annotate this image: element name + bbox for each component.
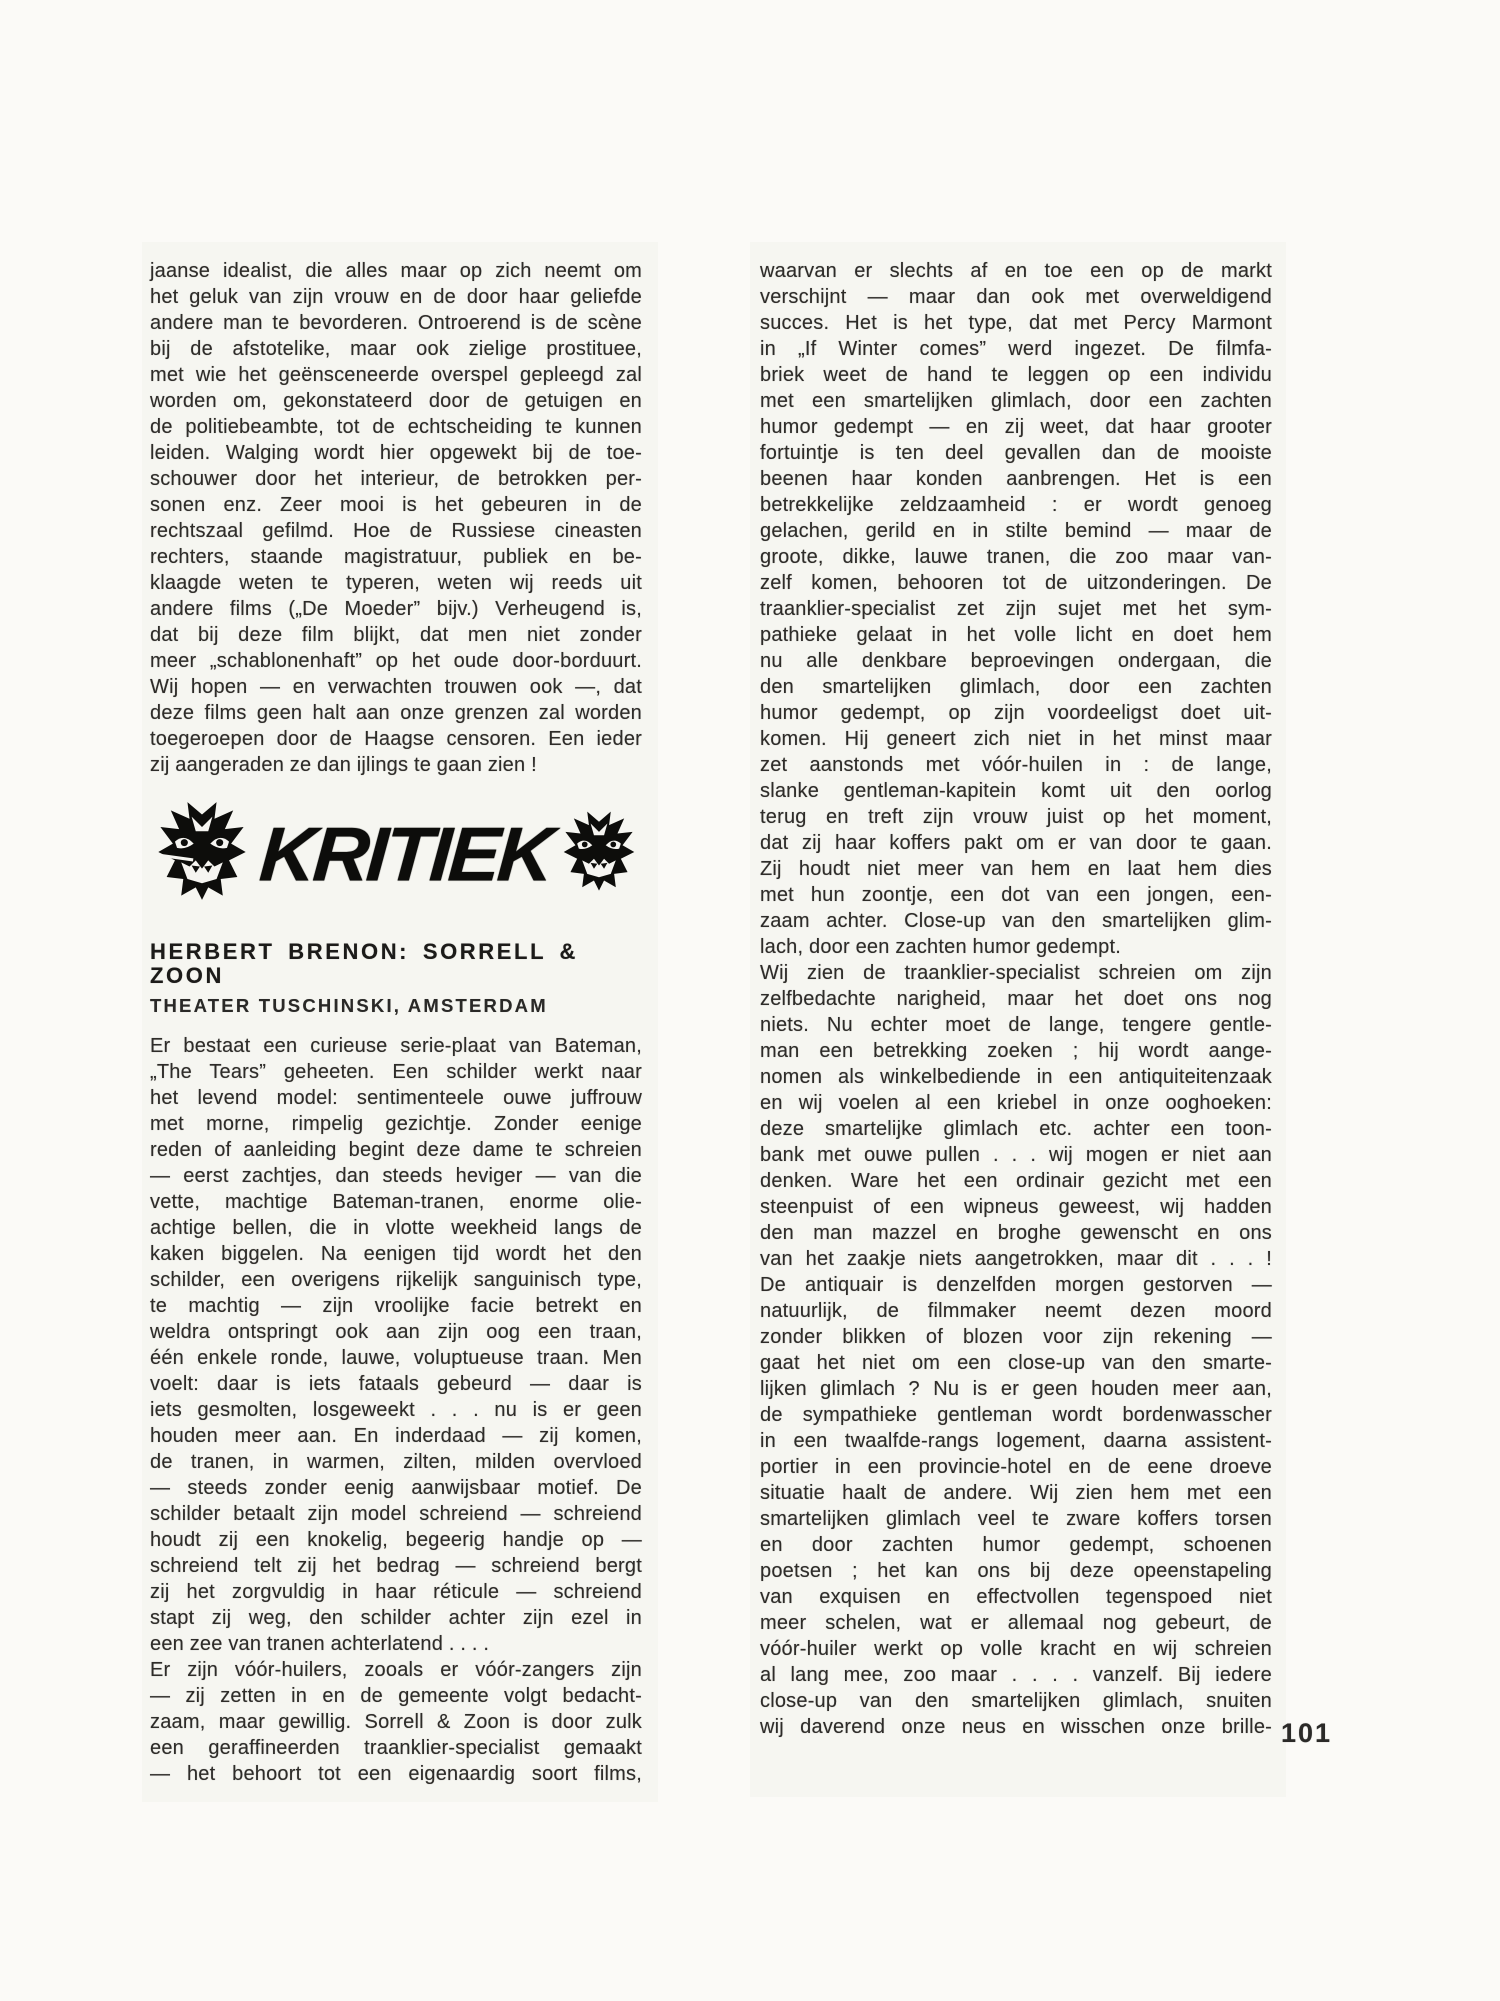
text-line: denken. Ware het een ordinair gezicht met een (760, 1170, 1272, 1192)
text-line: worden om, gekonstateerd door de getuigen en (150, 390, 642, 412)
text-line: lijken glimlach ? Nu is er geen houden meer aan, (760, 1378, 1272, 1400)
text-line: zaam, maar gewillig. Sorrell & Zoon is door zulk (150, 1711, 642, 1733)
text-line: zaam achter. Close-up van den smartelijken glim- (760, 910, 1272, 932)
text-line: — eerst zachtjes, dan steeds heviger — van die (150, 1165, 642, 1187)
text-line: briek weet de hand te leggen op een individu (760, 364, 1272, 386)
article-subtitle: THEATER TUSCHINSKI, AMSTERDAM (150, 995, 548, 1016)
text-line: dat zij haar koffers pakt om er van door te gaan. (760, 832, 1272, 854)
text-line: al lang mee, zoo maar . . . . vanzelf. Bij iedere (760, 1664, 1272, 1686)
text-line: groote, dikke, lauwe tranen, die zoo maar van- (760, 546, 1272, 568)
text-line: man een betrekking zoeken ; hij wordt aange- (760, 1040, 1272, 1062)
text-line: met een smartelijken glimlach, door een zachten (760, 390, 1272, 412)
kritiek-logo (150, 800, 642, 904)
text-line: waarvan er slechts af en toe een op de markt (760, 260, 1272, 282)
text-line: achtige bellen, die in vlotte weekheid langs de (150, 1217, 642, 1239)
demon-mask-right-icon (557, 806, 641, 898)
text-line: de tranen, in warmen, zilten, milden overvloed (150, 1451, 642, 1473)
text-line: humor gedempt — en zij weet, dat haar grooter (760, 416, 1272, 438)
text-line: het levend model: sentimenteele ouwe juffrouw (150, 1087, 642, 1109)
text-line: van het zaakje niets aangetrokken, maar dit . . . ! (760, 1248, 1272, 1270)
text-line: nu alle denkbare beproevingen ondergaan, die (760, 650, 1272, 672)
text-line: Zij houdt niet meer van hem en laat hem dies (760, 858, 1272, 880)
text-line: rechtszaal gefilmd. Hoe de Russiese cineasten (150, 520, 642, 542)
text-line: slanke gentleman-kapitein komt uit den oorlog (760, 780, 1272, 802)
text-line: beenen haar konden aanbrengen. Het is een (760, 468, 1272, 490)
text-line: bij de afstotelike, maar ook zielige prostituee, (150, 338, 642, 360)
text-line: zet aanstonds met vóór-huilen in : de lange, (760, 754, 1272, 776)
text-line: nomen als winkelbediende in een antiquiteitenzaak (760, 1066, 1272, 1088)
text-line: bank met ouwe pullen . . . wij mogen er niet aan (760, 1144, 1272, 1166)
text-line: Wij zien de traanklier-specialist schreien om zijn (760, 962, 1272, 984)
text-line: klaagde weten te typeren, weten wij reeds uit (150, 572, 642, 594)
text-line: deze films geen halt aan onze grenzen zal worden (150, 702, 642, 724)
text-line: Wij hopen — en verwachten trouwen ook —, dat (150, 676, 642, 698)
page-number: 101 (1281, 1718, 1333, 1748)
text-line: stapt zij weg, den schilder achter zijn ezel in (150, 1607, 642, 1629)
text-line: zelfbedachte narigheid, maar het doet ons nog (760, 988, 1272, 1010)
text-line: jaanse idealist, die alles maar op zich neemt om (150, 260, 642, 282)
text-line: en wij voelen al een kriebel in onze ooghoeken: (760, 1092, 1272, 1114)
text-line: in een twaalfde-rangs logement, daarna assistent- (760, 1430, 1272, 1452)
text-line: — steeds zonder eenig aanwijsbaar motief. De (150, 1477, 642, 1499)
text-line: een geraffineerden traanklier-specialist gemaakt (150, 1737, 642, 1759)
text-line: sonen enz. Zeer mooi is het gebeuren in de (150, 494, 642, 516)
text-line: andere films („De Moeder” bijv.) Verheugend is, (150, 598, 642, 620)
text-line: traanklier-specialist zet zijn sujet met het sym- (760, 598, 1272, 620)
demon-mask-left-icon (150, 800, 254, 904)
text-line: den man mazzel en broghe gewenscht en ons (760, 1222, 1272, 1244)
text-line: het geluk van zijn vrouw en de door haar geliefde (150, 286, 642, 308)
text-line: den smartelijken glimlach, door een zachten (760, 676, 1272, 698)
text-line: rechters, staande magistratuur, publiek en be- (150, 546, 642, 568)
left-paragraph-2 (150, 1033, 642, 1787)
text-line: succes. Het is het type, dat met Percy Marmont (760, 312, 1272, 334)
right-column (760, 258, 1272, 1740)
text-line: zij het zorgvuldig in haar réticule — schreiend (150, 1581, 642, 1603)
text-line: Er bestaat een curieuse serie-plaat van Bateman, (150, 1035, 642, 1057)
text-line: houden meer aan. En inderdaad — zij komen, (150, 1425, 642, 1447)
logo-wordmark: KRITIEK (256, 810, 555, 898)
text-line: andere man te bevorderen. Ontroerend is de scène (150, 312, 642, 334)
text-line: komen. Hij geneert zich niet in het minst maar (760, 728, 1272, 750)
text-line: zij aangeraden ze dan ijlings te gaan zien ! (150, 754, 537, 776)
text-line: met morne, rimpelig gezichtje. Zonder eenige (150, 1113, 642, 1135)
text-line: toegeroepen door de Haagse censoren. Een ieder (150, 728, 642, 750)
text-line: verschijnt — maar dan ook met overweldigend (760, 286, 1272, 308)
text-line: leiden. Walging wordt hier opgewekt bij de toe- (150, 442, 642, 464)
text-line: gaat het niet om een close-up van den smarte- (760, 1352, 1272, 1374)
text-line: en door zachten humor gedempt, schoenen (760, 1534, 1272, 1556)
text-line: natuurlijk, de filmmaker neemt dezen moord (760, 1300, 1272, 1322)
text-line: meer schelen, wat er allemaal nog gebeurt, de (760, 1612, 1272, 1634)
text-line: De antiquair is denzelfden morgen gestorven — (760, 1274, 1272, 1296)
text-line: „The Tears” geheeten. Een schilder werkt naar (150, 1061, 642, 1083)
text-line: weldra ontspringt ook aan zijn oog een traan, (150, 1321, 642, 1343)
text-line: lach, door een zachten humor gedempt. (760, 936, 1121, 958)
text-line: te machtig — zijn vroolijke facie betrekt en (150, 1295, 642, 1317)
text-line: wij daverend onze neus en wisschen onze brille- (760, 1716, 1272, 1738)
text-line: zelf komen, behooren tot de uitzonderingen. De (760, 572, 1272, 594)
text-line: deze smartelijke glimlach etc. achter een toon- (760, 1118, 1272, 1140)
text-line: vette, machtige Bateman-tranen, enorme olie- (150, 1191, 642, 1213)
text-line: poetsen ; het kan ons bij deze opeenstapeling (760, 1560, 1272, 1582)
text-line: — zij zetten in en de gemeente volgt bedacht- (150, 1685, 642, 1707)
text-line: gelachen, gerild en in stilte bemind — maar de (760, 520, 1272, 542)
text-line: smartelijken glimlach veel te zware koffers torsen (760, 1508, 1272, 1530)
text-line: de sympathieke gentleman wordt bordenwasscher (760, 1404, 1272, 1426)
text-line: niets. Nu echter moet de lange, tengere gentle- (760, 1014, 1272, 1036)
text-line: fortuintje is ten deel gevallen dan de mooiste (760, 442, 1272, 464)
text-line: humor gedempt, op zijn voordeeligst doet uit- (760, 702, 1272, 724)
text-line: de politiebeambte, tot de echtscheiding te kunnen (150, 416, 642, 438)
text-line: — het behoort tot een eigenaardig soort films, (150, 1763, 642, 1785)
text-line: van exquisen en effectvollen tegenspoed niet (760, 1586, 1272, 1608)
text-line: schilder betaalt zijn model schreiend — schreiend (150, 1503, 642, 1525)
text-line: betrekkelijke zeldzaamheid : er wordt genoeg (760, 494, 1272, 516)
text-line: in „If Winter comes” werd ingezet. De filmfa- (760, 338, 1272, 360)
left-column (150, 258, 642, 1787)
text-line: dat bij deze film blijkt, dat men niet zonder (150, 624, 642, 646)
text-line: met hun zoontje, een dot van een jongen, een- (760, 884, 1272, 906)
text-line: pathieke gelaat in het volle licht en doet hem (760, 624, 1272, 646)
text-line: vóór-huiler werkt op volle kracht en wij schreien (760, 1638, 1272, 1660)
text-line: één enkele ronde, lauwe, voluptueuse traan. Men (150, 1347, 642, 1369)
text-line: voelt: daar is iets fataals gebeurd — daar is (150, 1373, 642, 1395)
right-paragraph (760, 258, 1272, 1740)
text-line: zonder blikken of blozen voor zijn rekening — (760, 1326, 1272, 1348)
text-line: steenpuist of een wipneus geweest, wij hadden (760, 1196, 1272, 1218)
text-line: situatie haalt de andere. Wij zien hem met een (760, 1482, 1272, 1504)
left-paragraph-1 (150, 258, 642, 778)
text-line: kaken biggelen. Na eenigen tijd wordt het den (150, 1243, 642, 1265)
text-line: schouwer door het interieur, de betrokken per- (150, 468, 642, 490)
text-line: iets gesmolten, losgeweekt . . . nu is er geen (150, 1399, 642, 1421)
text-line: schilder, een overigens rijkelijk sanguinisch type, (150, 1269, 642, 1291)
text-line: Er zijn vóór-huilers, zooals er vóór-zangers zijn (150, 1659, 642, 1681)
text-line: schreiend telt zij het bedrag — schreiend bergt (150, 1555, 642, 1577)
text-line: meer „schablonenhaft” op het oude door-borduurt. (150, 650, 642, 672)
article-title: HERBERT BRENON: SORRELL & ZOON (150, 939, 578, 988)
text-line: reden of aanleiding begint deze dame te schreien (150, 1139, 642, 1161)
text-line: close-up van den smartelijken glimlach, snuiten (760, 1690, 1272, 1712)
text-line: houdt zij een knokelig, begeerig handje op — (150, 1529, 642, 1551)
text-line: met wie het geënsceneerde overspel gepleegd zal (150, 364, 642, 386)
text-line: een zee van tranen achterlatend . . . . (150, 1633, 490, 1655)
text-line: terug en treft zijn vrouw juist op het moment, (760, 806, 1272, 828)
text-line: portier in een provincie-hotel en de eene droeve (760, 1456, 1272, 1478)
